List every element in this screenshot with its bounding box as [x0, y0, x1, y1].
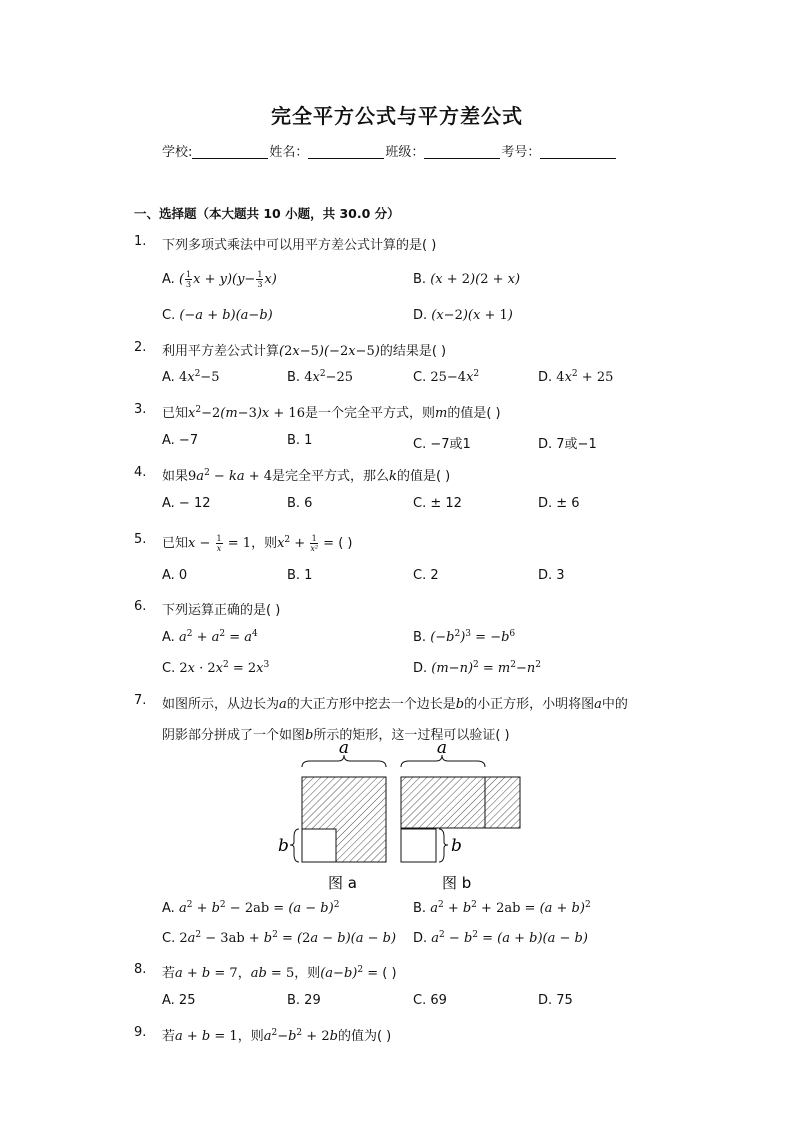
figure-b	[401, 741, 520, 892]
label-a: a	[338, 741, 350, 758]
question-stem: 利用平方差公式计算(2x−5)(−2x−5)的结果是( )	[162, 344, 447, 359]
option-c: C. (−a + b)(a−b)	[162, 308, 273, 323]
option-c: C. 69	[413, 993, 447, 1008]
caption-b: 图 b	[442, 874, 472, 892]
option-a: A. $a^2 + a^2 = a^4$	[162, 629, 258, 645]
question-stem: 下列运算正确的是( )	[162, 603, 281, 618]
exam-no-blank[interactable]	[540, 145, 616, 159]
student-info-line	[162, 141, 617, 160]
question-number: 9.	[134, 1025, 147, 1040]
option-d: D. 75	[538, 993, 573, 1008]
option-c: C. $2x \cdot 2x^2 = 2x^3$	[162, 660, 270, 676]
school-blank[interactable]	[192, 145, 268, 159]
option-b: B. (x + 2)(2 + x)	[413, 272, 521, 287]
option-d: D. 3	[538, 568, 565, 583]
question-stem: 若a + b = 1，则$a^2-b^2 + 2b$的值为( )	[162, 1028, 392, 1044]
option-a: A. 25	[162, 993, 196, 1008]
school-label: 学校:	[162, 145, 193, 160]
option-c: C. ± 12	[413, 496, 462, 511]
question-stem: 如果$9a^2$ − ka + 4是完全平方式，那么k的值是( )	[162, 468, 451, 484]
option-b: B. 6	[287, 496, 313, 511]
question-stem-continued: 阴影部分拼成了一个如图b所示的矩形，这一过程可以验证( )	[162, 728, 510, 743]
option-b: B. $4x^2-25$	[287, 369, 353, 385]
page-title: 完全平方公式与平方差公式	[271, 104, 523, 128]
question-number: 8.	[134, 962, 147, 977]
option-a: A. −7	[162, 433, 199, 448]
question-stem: 如图所示，从边长为a的大正方形中挖去一个边长是b的小正方形，小明将图a中的	[162, 697, 628, 712]
option-a: A. $a^2 + b^2 - 2ab = (a - b)^2$	[162, 900, 340, 916]
option-c: C. −7或1	[413, 437, 471, 452]
option-b: B. $(-b^2)^3 = -b^6$	[413, 629, 516, 645]
option-a: A. − 12	[162, 496, 211, 511]
question-stem: 若a + b = 7，ab = 5，则$(a-b)^2$ = ( )	[162, 965, 397, 981]
question-number: 7.	[134, 693, 147, 708]
label-b: b	[451, 836, 462, 856]
class-label: 班级：	[385, 145, 425, 160]
option-b: B. 29	[287, 993, 321, 1008]
option-d: D. ± 6	[538, 496, 580, 511]
exam-no-label: 考号：	[501, 145, 541, 160]
square-figure	[272, 741, 532, 893]
option-d: D. $(m-n)^2 = m^2-n^2$	[413, 660, 541, 676]
question-number: 6.	[134, 599, 147, 614]
option-a: A. ( $\frac{1}{3}$ x + y)(y− $\frac{1}{3}$ x)	[162, 270, 277, 289]
label-b: b	[278, 836, 289, 856]
question-number: 4.	[134, 465, 147, 480]
option-c: C. $25-4x^2$	[413, 369, 480, 385]
option-c: C. 2	[413, 568, 439, 583]
option-d: D. 7或−1	[538, 437, 597, 452]
option-b: B. 1	[287, 433, 313, 448]
question-number: 5.	[134, 532, 147, 547]
figure-a	[278, 741, 386, 892]
option-a: A. 0	[162, 568, 188, 583]
question-number: 1.	[134, 234, 147, 249]
option-d: D. (x−2)(x + 1)	[413, 308, 513, 323]
question-stem: 已知$x^2-2(m-3)x + 16$是一个完全平方式，则m的值是( )	[162, 405, 501, 421]
question-number: 2.	[134, 340, 147, 355]
option-d: D. $a^2 - b^2 = (a + b)(a - b)$	[413, 930, 588, 946]
label-a: a	[436, 741, 448, 758]
class-blank[interactable]	[424, 145, 500, 159]
option-b: B. $a^2 + b^2 + 2ab = (a + b)^2$	[413, 900, 591, 916]
option-c: C. $2a^2 - 3ab + b^2 = (2a - b)(a - b)$	[162, 930, 397, 946]
question-stem: 下列多项式乘法中可以用平方差公式计算的是( )	[162, 238, 437, 253]
question-stem: 已知x − $\frac{1}{x}$ = 1，则$x^2$ + $\frac{1}{\text{x²}}$ = ( )	[162, 534, 353, 553]
name-blank[interactable]	[308, 145, 384, 159]
option-a: A. $4x^2-5$	[162, 369, 220, 385]
name-label: 姓名：	[269, 145, 309, 160]
option-b: B. 1	[287, 568, 313, 583]
section-heading: 一、选择题（本大题共 10 小题，共 30.0 分）	[134, 206, 400, 221]
question-number: 3.	[134, 402, 147, 417]
option-d: D. $4x^2 + 25$	[538, 369, 614, 385]
caption-a: 图 a	[328, 874, 357, 892]
